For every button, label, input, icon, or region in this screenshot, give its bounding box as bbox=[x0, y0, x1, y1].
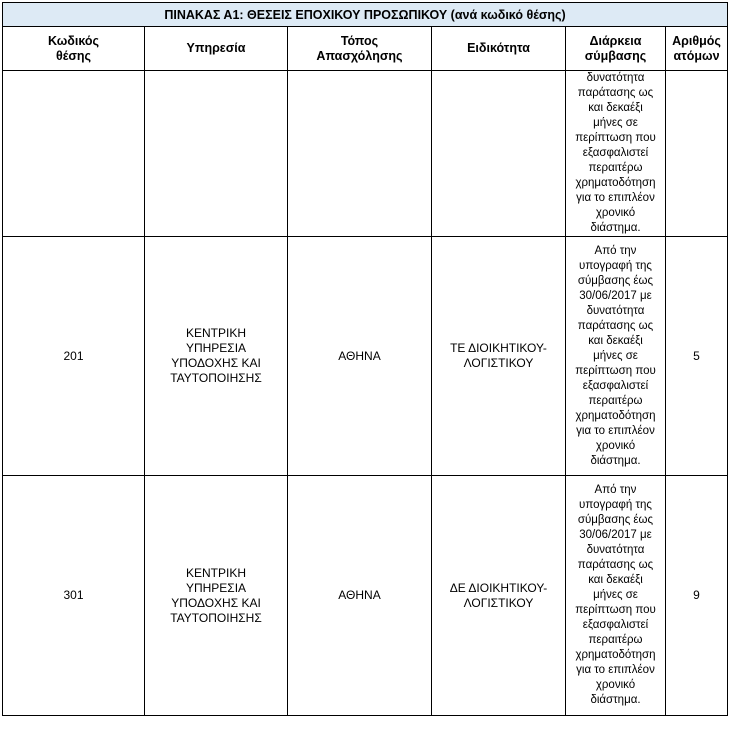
cell-specialty bbox=[432, 71, 566, 237]
header-location: Τόπος Απασχόλησης bbox=[288, 27, 432, 71]
table-row bbox=[3, 71, 728, 237]
positions-table bbox=[2, 2, 728, 716]
table-title-row bbox=[3, 3, 728, 27]
cell-service bbox=[145, 71, 288, 237]
header-code: Κωδικός θέσης bbox=[3, 27, 145, 71]
table-row bbox=[3, 476, 728, 716]
table-header-row bbox=[3, 27, 728, 71]
table-row bbox=[3, 237, 728, 476]
cell-code bbox=[3, 71, 145, 237]
cell-count: 5 bbox=[666, 237, 728, 476]
header-specialty: Ειδικότητα bbox=[432, 27, 566, 71]
cell-count bbox=[666, 71, 728, 237]
header-service: Υπηρεσία bbox=[145, 27, 288, 71]
cell-duration: Από την υπογραφή της σύμβασης έως 30/06/2017 με δυνατότητα παράτασης ως και δεκαέξι μήνες σε περίπτωση που εξασφαλιστεί περαιτέρω χρηματοδότηση για το επιπλέον χρονικό διάστημα. bbox=[566, 237, 666, 476]
header-duration: Διάρκεια σύμβασης bbox=[566, 27, 666, 71]
cell-location bbox=[288, 71, 432, 237]
cell-specialty: ΔΕ ΔΙΟΙΚΗΤΙΚΟΥ- ΛΟΓΙΣΤΙΚΟΥ bbox=[432, 476, 566, 716]
cell-count: 9 bbox=[666, 476, 728, 716]
cell-service: ΚΕΝΤΡΙΚΗ ΥΠΗΡΕΣΙΑ ΥΠΟΔΟΧΗΣ ΚΑΙ ΤΑΥΤΟΠΟΙΗΣΗΣ bbox=[145, 237, 288, 476]
cell-location: ΑΘΗΝΑ bbox=[288, 237, 432, 476]
cell-location: ΑΘΗΝΑ bbox=[288, 476, 432, 716]
cell-duration: Από την υπογραφή της σύμβασης έως 30/06/2017 με δυνατότητα παράτασης ως και δεκαέξι μήνες σε περίπτωση που εξασφαλιστεί περαιτέρω χρηματοδότηση για το επιπλέον χρονικό διάστημα. bbox=[566, 476, 666, 716]
cell-duration: δυνατότητα παράτασης ως και δεκαέξι μήνες σε περίπτωση που εξασφαλιστεί περαιτέρω χρηματοδότηση για το επιπλέον χρονικό διάστημα. bbox=[566, 71, 666, 237]
cell-code: 201 bbox=[3, 237, 145, 476]
table-title: ΠΙΝΑΚΑΣ Α1: ΘΕΣΕΙΣ ΕΠΟΧΙΚΟΥ ΠΡΟΣΩΠΙΚΟΥ (ανά κωδικό θέσης) bbox=[3, 3, 728, 27]
cell-service: ΚΕΝΤΡΙΚΗ ΥΠΗΡΕΣΙΑ ΥΠΟΔΟΧΗΣ ΚΑΙ ΤΑΥΤΟΠΟΙΗΣΗΣ bbox=[145, 476, 288, 716]
cell-specialty: ΤΕ ΔΙΟΙΚΗΤΙΚΟΥ- ΛΟΓΙΣΤΙΚΟΥ bbox=[432, 237, 566, 476]
header-count: Αριθμός ατόμων bbox=[666, 27, 728, 71]
cell-code: 301 bbox=[3, 476, 145, 716]
